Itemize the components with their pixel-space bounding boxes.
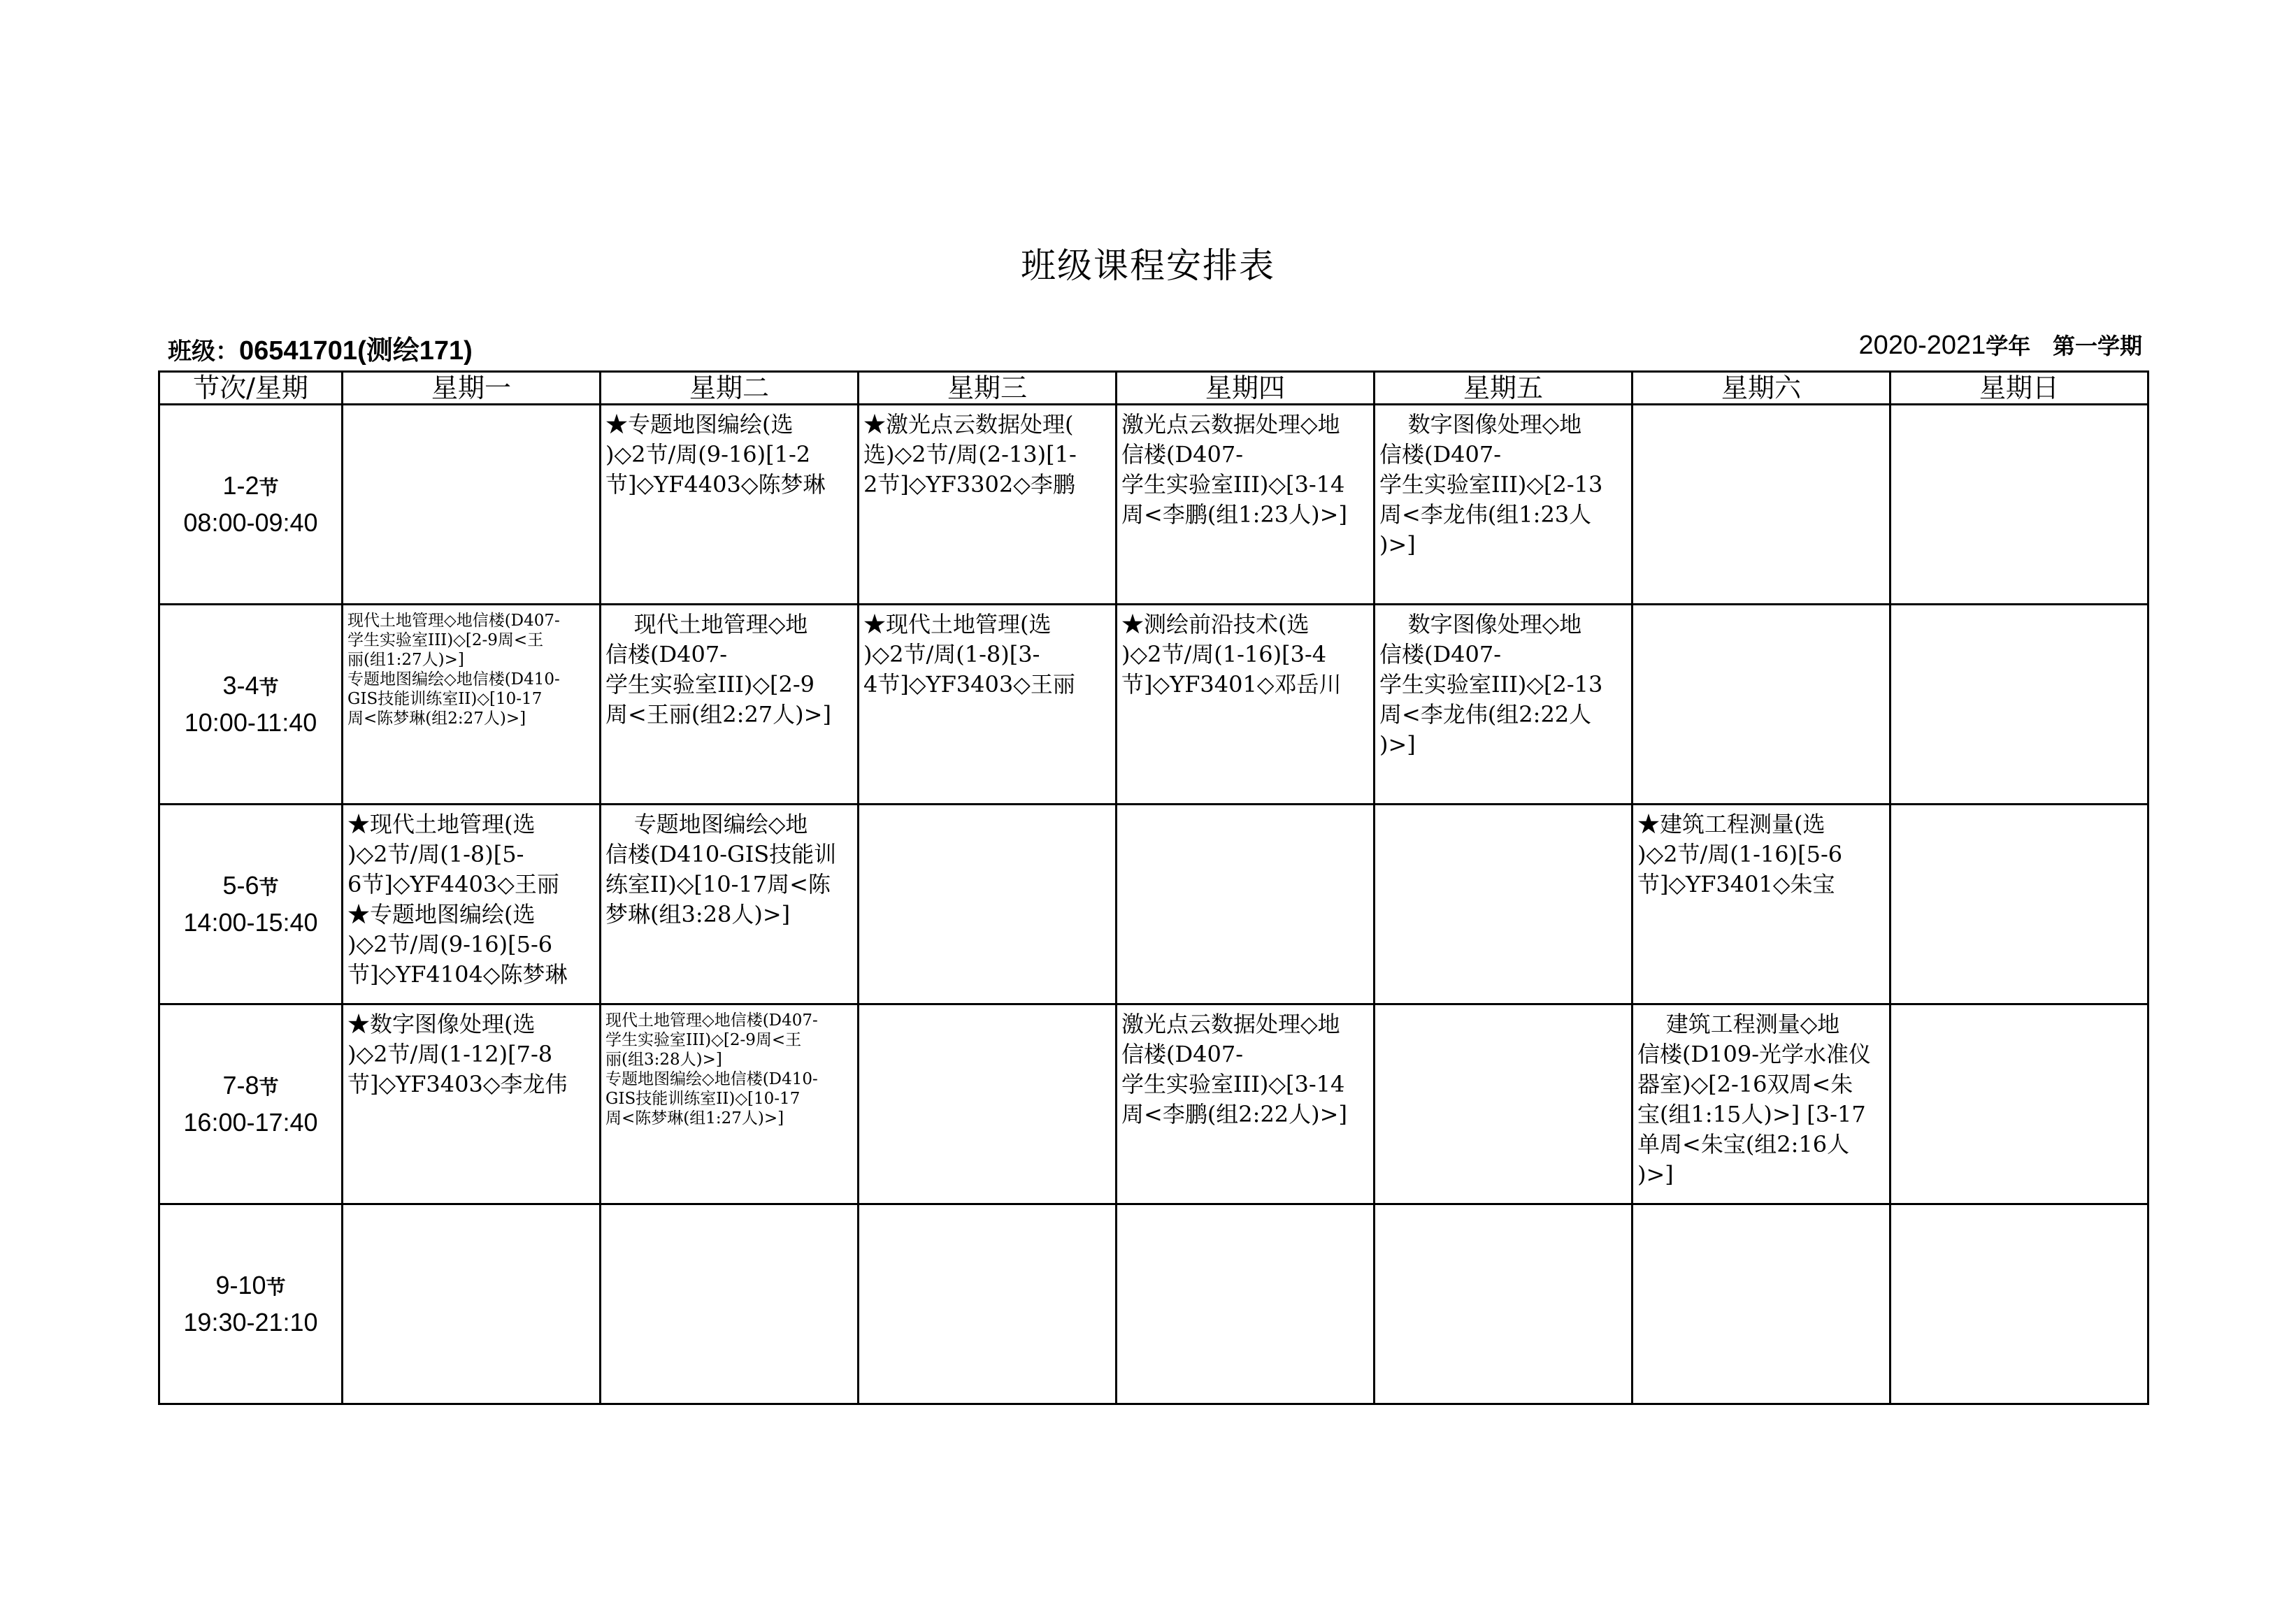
course-cell-wed (859, 605, 1117, 805)
table-row (159, 1004, 2148, 1204)
course-cell-fri (1375, 805, 1633, 1004)
period-cell (159, 605, 343, 805)
course-cell-thu (1117, 805, 1375, 1004)
course-text: 建筑工程测量◇地 信楼(D109-光学水准仪 器室)◇[2-16双周<朱 宝(组1:15人)>] [3-17 单周<朱宝(组2:16人 )>] (1637, 1011, 1872, 1188)
course-text (1891, 1005, 2147, 1009)
course-cell-mon (343, 1204, 601, 1404)
header-period: 节次/星期 (159, 372, 343, 405)
course-text (1375, 805, 1631, 809)
course-text (1891, 405, 2147, 410)
header-monday: 星期一 (343, 372, 601, 405)
period-cell (159, 1204, 343, 1404)
course-text: ★数字图像处理(选 )◇2节/周(1-12)[7-8 节]◇YF3403◇李龙伟 (347, 1011, 568, 1097)
period-suffix: 节 (259, 876, 279, 899)
course-cell-tue (601, 805, 859, 1004)
course-cell-sat (1633, 1004, 1890, 1204)
course-text: 数字图像处理◇地 信楼(D407- 学生实验室III)◇[2-13 周<李龙伟(组2:22人 )>] (1379, 611, 1603, 758)
course-cell-wed (859, 1204, 1117, 1404)
course-cell-tue (601, 405, 859, 605)
header-friday: 星期五 (1375, 372, 1633, 405)
period-time: 08:00-09:40 (183, 508, 318, 537)
course-text (859, 805, 1115, 809)
course-cell-sun (1890, 405, 2148, 605)
course-text (1891, 605, 2147, 610)
page-title: 班级课程安排表 (1021, 245, 1275, 286)
course-text: 现代土地管理◇地信楼(D407- 学生实验室III)◇[2-9周<王 丽(组1:27人)>] 专题地图编绘◇地信楼(D410- GIS技能训练室II)◇[10-17 周<陈梦琳(组2:27人)>] (347, 612, 560, 728)
course-cell-thu (1117, 1204, 1375, 1404)
table-row (159, 405, 2148, 605)
course-text (1117, 805, 1373, 809)
course-cell-mon (343, 1004, 601, 1204)
period-label: 5-6 (222, 871, 259, 900)
course-cell-mon (343, 805, 601, 1004)
period-cell (159, 405, 343, 605)
course-cell-sat (1633, 805, 1890, 1004)
course-text (1375, 1205, 1631, 1209)
class-info (168, 329, 473, 367)
header-tuesday: 星期二 (601, 372, 859, 405)
course-text: ★现代土地管理(选 )◇2节/周(1-8)[3- 4节]◇YF3403◇王丽 (863, 611, 1075, 698)
course-text (1117, 1205, 1373, 1209)
term-year-suffix: 学年 (1986, 333, 2031, 359)
course-text (1891, 1205, 2147, 1209)
course-cell-thu (1117, 605, 1375, 805)
course-cell-sun (1890, 605, 2148, 805)
course-cell-wed (859, 405, 1117, 605)
term-years: 2020-2021 (1858, 331, 1986, 360)
header-saturday: 星期六 (1633, 372, 1890, 405)
course-cell-sat (1633, 1204, 1890, 1404)
course-text (1375, 1005, 1631, 1009)
course-cell-sun (1890, 805, 2148, 1004)
course-text (343, 405, 599, 410)
table-row (159, 805, 2148, 1004)
header-sunday: 星期日 (1890, 372, 2148, 405)
term-info (1859, 329, 2142, 361)
header-row (159, 372, 2148, 405)
period-time: 16:00-17:40 (183, 1108, 318, 1137)
table-row (159, 605, 2148, 805)
course-text: 激光点云数据处理◇地 信楼(D407- 学生实验室III)◇[3-14 周<李鹏(组1:23人)>] (1121, 411, 1347, 528)
course-text: ★专题地图编绘(选 )◇2节/周(9-16)[1-2 节]◇YF4403◇陈梦琳 (605, 411, 826, 498)
header-thursday: 星期四 (1117, 372, 1375, 405)
class-value: 06541701(测绘171) (239, 336, 473, 366)
course-cell-mon (343, 405, 601, 605)
course-text (1633, 1205, 1889, 1209)
course-cell-mon (343, 605, 601, 805)
course-cell-wed (859, 805, 1117, 1004)
course-text: ★激光点云数据处理( 选)◇2节/周(2-13)[1- 2节]◇YF3302◇李鹏 (863, 411, 1077, 498)
schedule-table (158, 370, 2149, 1405)
course-text (1633, 405, 1889, 410)
header-wednesday: 星期三 (859, 372, 1117, 405)
course-text (859, 1005, 1115, 1009)
course-cell-thu (1117, 405, 1375, 605)
period-suffix: 节 (266, 1276, 286, 1299)
course-text: 现代土地管理◇地信楼(D407- 学生实验室III)◇[2-9周<王 丽(组3:28人)>] 专题地图编绘◇地信楼(D410- GIS技能训练室II)◇[10-17 周<陈梦琳(组1:27人)>] (605, 1011, 818, 1127)
period-label: 9-10 (215, 1271, 266, 1299)
course-cell-sun (1890, 1004, 2148, 1204)
course-text (1891, 805, 2147, 809)
course-text: ★现代土地管理(选 )◇2节/周(1-8)[5- 6节]◇YF4403◇王丽 ★专题地图编绘(选 )◇2节/周(9-16)[5-6 节]◇YF4104◇陈梦琳 (347, 811, 568, 988)
course-cell-fri (1375, 605, 1633, 805)
course-cell-fri (1375, 405, 1633, 605)
period-label: 3-4 (222, 671, 259, 700)
course-cell-tue (601, 1004, 859, 1204)
course-text: 现代土地管理◇地 信楼(D407- 学生实验室III)◇[2-9 周<王丽(组2:27人)>] (605, 611, 831, 728)
period-cell (159, 1004, 343, 1204)
course-cell-fri (1375, 1204, 1633, 1404)
course-cell-sat (1633, 405, 1890, 605)
course-text (1633, 605, 1889, 610)
table-row (159, 1204, 2148, 1404)
course-text: 数字图像处理◇地 信楼(D407- 学生实验室III)◇[2-13 周<李龙伟(组1:23人 )>] (1379, 411, 1603, 558)
course-text (859, 1205, 1115, 1209)
course-text (343, 1205, 599, 1209)
course-cell-fri (1375, 1004, 1633, 1204)
period-suffix: 节 (259, 676, 279, 699)
course-text: 专题地图编绘◇地 信楼(D410-GIS技能训 练室II)◇[10-17周<陈 梦琳(组3:28人)>] (605, 811, 837, 928)
course-text: 激光点云数据处理◇地 信楼(D407- 学生实验室III)◇[3-14 周<李鹏(组2:22人)>] (1121, 1011, 1347, 1127)
period-time: 10:00-11:40 (184, 708, 317, 737)
course-text: ★测绘前沿技术(选 )◇2节/周(1-16)[3-4 节]◇YF3401◇邓岳川 (1121, 611, 1342, 698)
period-time: 14:00-15:40 (183, 908, 318, 937)
course-cell-sun (1890, 1204, 2148, 1404)
period-label: 1-2 (222, 471, 259, 500)
period-suffix: 节 (259, 476, 279, 499)
course-text (601, 1205, 857, 1209)
period-label: 7-8 (222, 1071, 259, 1100)
class-label: 班级： (168, 338, 239, 366)
period-suffix: 节 (259, 1076, 279, 1099)
course-cell-thu (1117, 1004, 1375, 1204)
course-cell-sat (1633, 605, 1890, 805)
period-time: 19:30-21:10 (183, 1308, 318, 1336)
period-cell (159, 805, 343, 1004)
course-cell-tue (601, 605, 859, 805)
course-cell-tue (601, 1204, 859, 1404)
term-semester: 第一学期 (2052, 333, 2142, 359)
course-text: ★建筑工程测量(选 )◇2节/周(1-16)[5-6 节]◇YF3401◇朱宝 (1637, 811, 1843, 898)
course-cell-wed (859, 1004, 1117, 1204)
